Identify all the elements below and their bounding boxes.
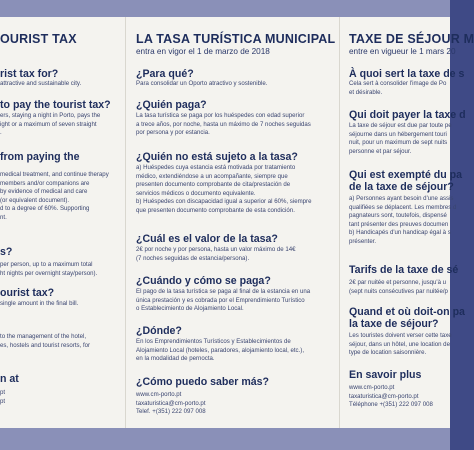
question-heading: Qui doit payer la taxe d bbox=[349, 109, 466, 121]
answer-line: ight or a maximum of seven straight bbox=[0, 120, 97, 128]
question-heading: ¿Quién no está sujeto a la tasa? bbox=[136, 151, 298, 163]
answer-line: a) Huéspedes cuya estancia está motivada por tratamiento bbox=[136, 164, 296, 171]
answer-line: La tasa turística se paga por los huéspedes con edad superior bbox=[136, 112, 305, 119]
section-subtitle: entre en vigueur le 1 mars 20 bbox=[349, 47, 456, 56]
answer-line: pt bbox=[0, 397, 6, 405]
answer-line: personne et par séjour. bbox=[349, 147, 412, 155]
question-heading: À quoi sert la taxe de s bbox=[349, 68, 465, 80]
answer-line: a trece años, por noche, hasta un máximo de 7 noches seguidas bbox=[136, 120, 311, 128]
answer-line: es, hostels and tourist resorts, for bbox=[0, 341, 91, 349]
question-heading: ¿Cuándo y cómo se paga? bbox=[136, 275, 271, 287]
answer-line: por persona y por estancia. bbox=[136, 129, 210, 137]
answer-line: servicios médicos o documento equivalente. bbox=[136, 189, 256, 197]
question-heading: n at bbox=[0, 373, 19, 385]
answer-line: Alojamiento Local (hoteles, paradores, alojamiento local, etc.), bbox=[136, 346, 305, 354]
question-heading: la taxe de séjour? bbox=[349, 318, 439, 330]
answer-line: qualifiées se déplacent. Les membres d bbox=[349, 203, 457, 211]
email-link[interactable]: taxaturistica@cm-porto.pt bbox=[349, 392, 419, 400]
answer-line: pagnateurs sont, toutefois, dispensé bbox=[349, 212, 447, 220]
question-heading: rist tax for? bbox=[0, 68, 59, 80]
section-title: TAXE DE SÉJOUR M bbox=[349, 32, 474, 46]
answer-line: Para consolidar un Oporto atractivo y sostenible. bbox=[136, 80, 268, 87]
phone-number: Telef. +(351) 222 097 008 bbox=[136, 408, 206, 416]
answer-line: a) Personnes ayant besoin d'une assis bbox=[349, 195, 454, 202]
question-heading: ¿Cuál es el valor de la tasa? bbox=[136, 233, 278, 245]
answer-line: type de location saisonnière. bbox=[349, 349, 427, 357]
answer-line: séjour, dans un hôtel, une location de bbox=[349, 340, 450, 348]
question-heading: ¿Para qué? bbox=[136, 68, 194, 80]
answer-line: presenten documento comprobante de cita/prestación de bbox=[136, 181, 291, 189]
answer-line: En los Emprendimientos Turísticos y Establecimientos de bbox=[136, 338, 291, 345]
question-heading: de la taxe de séjour? bbox=[349, 181, 454, 193]
answer-line: pt bbox=[0, 389, 6, 396]
answer-line: o Establecimiento de Alojamiento Local. bbox=[136, 305, 244, 313]
question-heading: ¿Quién paga? bbox=[136, 99, 207, 111]
answer-line: attractive and sustainable city. bbox=[0, 80, 82, 87]
answer-line: El pago de la tasa turística se paga al final de la estancia en una bbox=[136, 288, 311, 295]
answer-line: Cela sert à consolider l'image de Po bbox=[349, 80, 447, 87]
bottom-border bbox=[0, 428, 450, 450]
answer-line: . bbox=[0, 129, 2, 137]
question-heading: ¿Dónde? bbox=[136, 325, 182, 337]
email-link[interactable]: taxaturistica@cm-porto.pt bbox=[136, 399, 206, 407]
question-heading: En savoir plus bbox=[349, 369, 422, 381]
answer-line: nuit, pour un maximum de sept nuits bbox=[349, 139, 448, 147]
section-subtitle: entra en vigor el 1 de marzo de 2018 bbox=[136, 47, 270, 56]
question-heading: s? bbox=[0, 246, 13, 258]
answer-line: Les touristes doivent verser cette taxe bbox=[349, 332, 452, 339]
question-heading: ourist tax? bbox=[0, 287, 55, 299]
answer-line: séjourne dans un hébergement touri bbox=[349, 130, 447, 138]
website-link[interactable]: www.cm-porto.pt bbox=[349, 384, 395, 391]
section-title: LA TASA TURÍSTICA MUNICIPAL bbox=[136, 32, 336, 46]
answer-line: b) Huéspedes con discapacidad igual a superior al 60%, siempre bbox=[136, 198, 312, 206]
phone-number: Téléphone +(351) 222 097 008 bbox=[349, 401, 433, 409]
answer-line: et désirable. bbox=[349, 88, 383, 96]
question-heading: Quand et où doit-on pa bbox=[349, 306, 465, 318]
answer-line: tant présenter des preuves documen bbox=[349, 220, 449, 228]
answer-line: single amount in the final bill. bbox=[0, 300, 79, 307]
answer-line: d to a degree of 60%. Supporting bbox=[0, 205, 90, 213]
question-heading: Qui est exempté du pa bbox=[349, 169, 463, 181]
column-english bbox=[0, 17, 122, 428]
answer-line: by evidence of medical and care bbox=[0, 188, 88, 196]
column-french bbox=[341, 17, 474, 428]
answer-line: La taxe de séjour est due par toute pe bbox=[349, 122, 452, 129]
answer-line: (sept nuits consécutives par nuitée/p bbox=[349, 287, 448, 295]
top-border bbox=[0, 0, 450, 17]
fold-line bbox=[125, 17, 126, 428]
question-heading: from paying the bbox=[0, 151, 80, 163]
answer-line: ers, staying a night in Porto, pays the bbox=[0, 112, 101, 119]
answer-line: 2€ par nuitée et personne, jusqu'à u bbox=[349, 279, 447, 286]
answer-line: única prestación y es cobrada por el Emprendimiento Turístico bbox=[136, 296, 305, 304]
question-heading: ¿Cómo puedo saber más? bbox=[136, 376, 270, 388]
brochure-page bbox=[0, 17, 474, 428]
answer-line: to the management of the hotel, bbox=[0, 333, 87, 340]
question-heading: Tarifs de la taxe de sé bbox=[349, 264, 459, 276]
website-link[interactable]: www.cm-porto.pt bbox=[136, 391, 182, 398]
answer-line: ht nights per overnight stay/person). bbox=[0, 269, 98, 277]
answer-line: b) Handicapés d'un handicap égal à s bbox=[349, 229, 451, 237]
answer-line: nt. bbox=[0, 213, 7, 221]
answer-line: per person, up to a maximum total bbox=[0, 261, 93, 268]
column-spanish bbox=[128, 17, 338, 428]
section-title: OURIST TAX bbox=[0, 32, 77, 46]
answer-line: (7 noches seguidas de estancia/persona). bbox=[136, 254, 250, 262]
question-heading: to pay the tourist tax? bbox=[0, 99, 111, 111]
answer-line: medical treatment, and continue therapy bbox=[0, 171, 109, 178]
answer-line: que presenten documento comprobante de esta condición. bbox=[136, 206, 295, 214]
answer-line: médico, extendiéndose a un acompañante, siempre que bbox=[136, 172, 288, 180]
answer-line: présenter. bbox=[349, 237, 377, 245]
answer-line: members and/or companions are bbox=[0, 179, 90, 187]
answer-line: (or equivalent document). bbox=[0, 196, 70, 204]
fold-line bbox=[339, 17, 340, 428]
answer-line: 2€ por noche y por persona, hasta un valor máximo de 14€ bbox=[136, 246, 296, 253]
answer-line: en la modalidad de pernocta. bbox=[136, 355, 215, 363]
